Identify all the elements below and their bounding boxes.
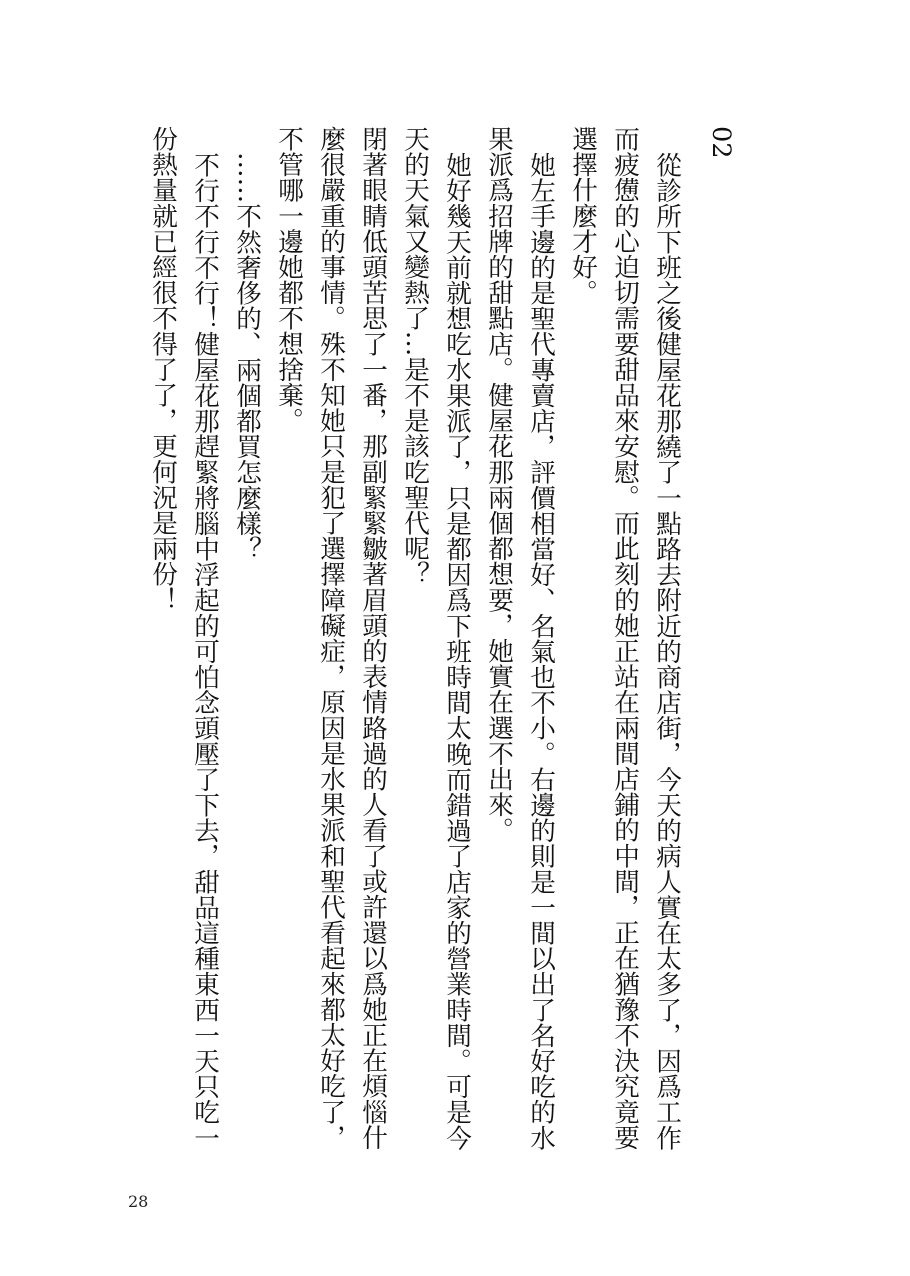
paragraph-5: ……不然奢侈的、兩個都買怎麼樣？ bbox=[232, 151, 262, 562]
chapter-number: 02 bbox=[706, 126, 736, 159]
paragraph-6: 不行不行不行！健屋花那趕緊將腦中浮起的可怕念頭壓了下去，甜品這種東西一天只吃一份熱量就已經很不得了了，更何況是兩份！ bbox=[148, 126, 220, 1150]
vertical-text-body bbox=[142, 126, 742, 1150]
paragraph-4: 閉著眼睛低頭苦思了一番，那副緊緊皺著眉頭的表情路過的人看了或許還以爲她正在煩惱什麼很嚴重的事情。殊不知她只是犯了選擇障礙症，原因是水果派和聖代看起來都太好吃了，不管哪一邊她都不想捨棄。 bbox=[274, 126, 388, 1150]
paragraph-2: 她左手邊的是聖代專賣店，評價相當好、名氣也不小。右邊的則是一間以出了名好吃的水果派爲招牌的甜點店。健屋花那兩個都想要，她實在選不出來。 bbox=[484, 126, 556, 1150]
page-number: 28 bbox=[128, 1192, 149, 1211]
paragraph-1: 從診所下班之後健屋花那繞了一點路去附近的商店街，今天的病人實在太多了，因爲工作而疲憊的心迫切需要甜品來安慰。而此刻的她正站在兩間店鋪的中間，正在猶豫不決究竟要選擇什麼才好。 bbox=[568, 126, 682, 1150]
paragraph-3: 她好幾天前就想吃水果派了，只是都因爲下班時間太晚而錯過了店家的營業時間。可是今天的天氣又變熱了…是不是該吃聖代呢？ bbox=[400, 126, 472, 1150]
